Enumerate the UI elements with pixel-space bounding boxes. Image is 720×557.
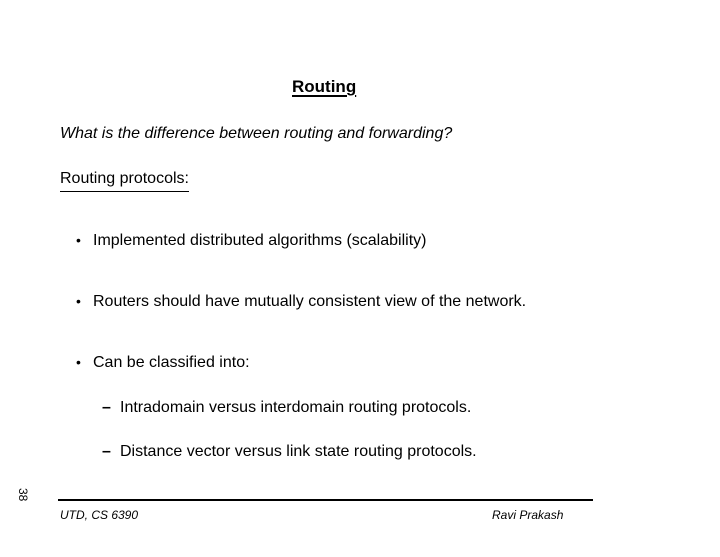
- bullet-item: Implemented distributed algorithms (scalability): [93, 232, 427, 249]
- question-text: What is the difference between routing and forwarding?: [60, 125, 453, 142]
- footer-course: UTD, CS 6390: [60, 508, 139, 522]
- footer-divider: [58, 499, 593, 501]
- dash-icon: –: [102, 443, 111, 460]
- bullet-icon: •: [76, 232, 81, 248]
- bullet-item: Routers should have mutually consistent view of the network.: [93, 293, 527, 310]
- sub-bullet-item: Distance vector versus link state routing protocols.: [120, 443, 477, 460]
- bullet-icon: •: [76, 293, 81, 309]
- slide-title: Routing: [292, 77, 357, 96]
- page-number: 38: [16, 488, 30, 502]
- dash-icon: –: [102, 399, 111, 416]
- bullet-icon: •: [76, 354, 81, 370]
- sub-bullet-item: Intradomain versus interdomain routing protocols.: [120, 399, 472, 416]
- footer-author: Ravi Prakash: [492, 508, 564, 522]
- bullet-item: Can be classified into:: [93, 354, 250, 371]
- routing-protocols-heading: Routing protocols:: [60, 170, 189, 192]
